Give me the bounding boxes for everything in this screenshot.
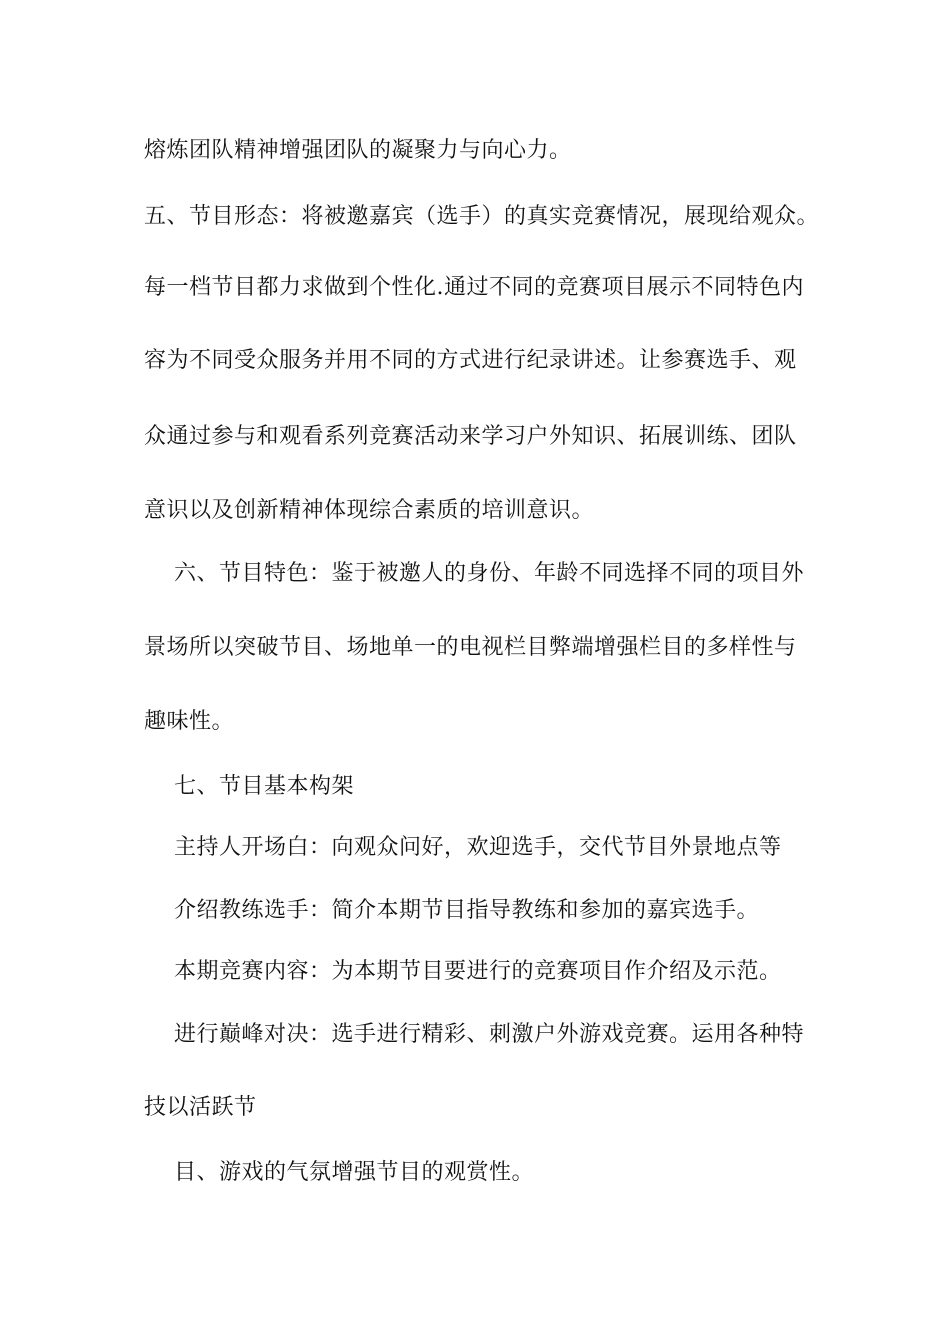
paragraph-line: 技以活跃节 [144,1095,257,1120]
paragraph-line: 目、游戏的气氛增强节目的观赏性。 [174,1160,535,1185]
paragraph-line: 熔炼团队精神增强团队的凝聚力与向心力。 [144,138,572,163]
paragraph-line: 景场所以突破节目、场地单一的电视栏目弊端增强栏目的多样性与 [144,635,797,660]
paragraph-line: 意识以及创新精神体现综合素质的培训意识。 [144,498,595,523]
list-item-host-opening: 主持人开场白：向观众问好，欢迎选手，交代节目外景地点等 [174,835,782,860]
paragraph-line: 容为不同受众服务并用不同的方式进行纪录讲述。让参赛选手、观 [144,348,797,373]
section-six-heading-line: 六、节目特色：鉴于被邀人的身份、年龄不同选择不同的项目外 [174,561,805,586]
section-five-heading-line: 五、节目形态：将被邀嘉宾（选手）的真实竞赛情况，展现给观众。 [144,204,820,229]
paragraph-line: 每一档节目都力求做到个性化.通过不同的竞赛项目展示不同特色内 [144,275,804,300]
section-seven-heading: 七、节目基本构架 [174,774,355,799]
list-item-competition-content: 本期竞赛内容：为本期节目要进行的竞赛项目作介绍及示范。 [174,959,782,984]
paragraph-line: 众通过参与和观看系列竞赛活动来学习户外知识、拓展训练、团队 [144,424,797,449]
list-item-coach-intro: 介绍教练选手：简介本期节目指导教练和参加的嘉宾选手。 [174,898,760,923]
paragraph-line: 趣味性。 [144,709,235,734]
list-item-final-showdown: 进行巅峰对决：选手进行精彩、刺激户外游戏竞赛。运用各种特 [174,1022,805,1047]
